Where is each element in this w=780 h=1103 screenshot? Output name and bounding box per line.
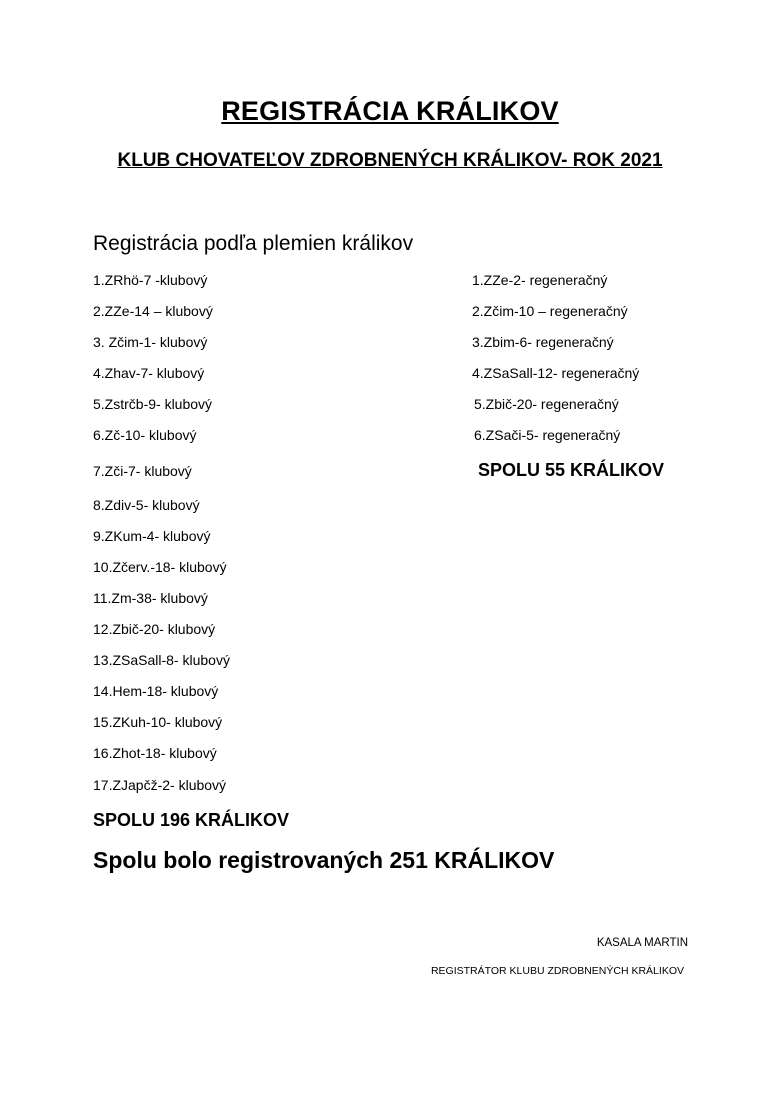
regen-total: SPOLU 55 KRÁLIKOV <box>478 460 665 480</box>
list-item: 8.Zdiv-5- klubový <box>93 497 200 513</box>
list-item: 5.Zbič-20- regeneračný <box>474 396 619 412</box>
signature-name: KASALA MARTIN <box>596 937 688 949</box>
section-heading: Registrácia podľa plemien králikov <box>93 232 414 255</box>
list-item: 15.ZKuh-10- klubový <box>93 714 223 730</box>
list-item: 11.Zm-38- klubový <box>93 590 208 606</box>
list-item: 1.ZRhö-7 -klubový <box>93 272 208 288</box>
list-item: 17.ZJapčž-2- klubový <box>93 777 227 793</box>
list-item: 1.ZZe-2- regeneračný <box>472 272 608 288</box>
list-item: 9.ZKum-4- klubový <box>93 528 211 544</box>
signature-role: REGISTRÁTOR KLUBU ZDROBNENÝCH KRÁLIKOV <box>430 965 684 977</box>
list-item: 2.Zčim-10 – regeneračný <box>472 303 628 319</box>
list-item: 4.Zhav-7- klubový <box>93 365 205 381</box>
list-item: 5.Zstrčb-9- klubový <box>93 396 213 412</box>
page-subtitle: KLUB CHOVATEĽOV ZDROBNENÝCH KRÁLIKOV- ROK 2021 <box>117 150 663 171</box>
list-item: 7.Zči-7- klubový <box>93 463 192 479</box>
list-item: 3. Zčim-1- klubový <box>93 334 208 350</box>
list-item: 3.Zbim-6- regeneračný <box>472 334 614 350</box>
list-item: 13.ZSaSall-8- klubový <box>93 652 230 668</box>
page-title: REGISTRÁCIA KRÁLIKOV <box>221 96 559 126</box>
list-item: 16.Zhot-18- klubový <box>93 745 217 761</box>
list-item: 12.Zbič-20- klubový <box>93 621 216 637</box>
club-total: SPOLU 196 KRÁLIKOV <box>93 810 290 830</box>
list-item: 6.ZSači-5- regeneračný <box>474 427 621 443</box>
list-item: 2.ZZe-14 – klubový <box>93 303 213 319</box>
list-item: 4.ZSaSall-12- regeneračný <box>472 365 640 381</box>
list-item: 6.Zč-10- klubový <box>93 427 197 443</box>
grand-total: Spolu bolo registrovaných 251 KRÁLIKOV <box>93 847 555 873</box>
list-item: 14.Hem-18- klubový <box>93 683 219 699</box>
list-item: 10.Zčerv.-18- klubový <box>93 559 227 575</box>
